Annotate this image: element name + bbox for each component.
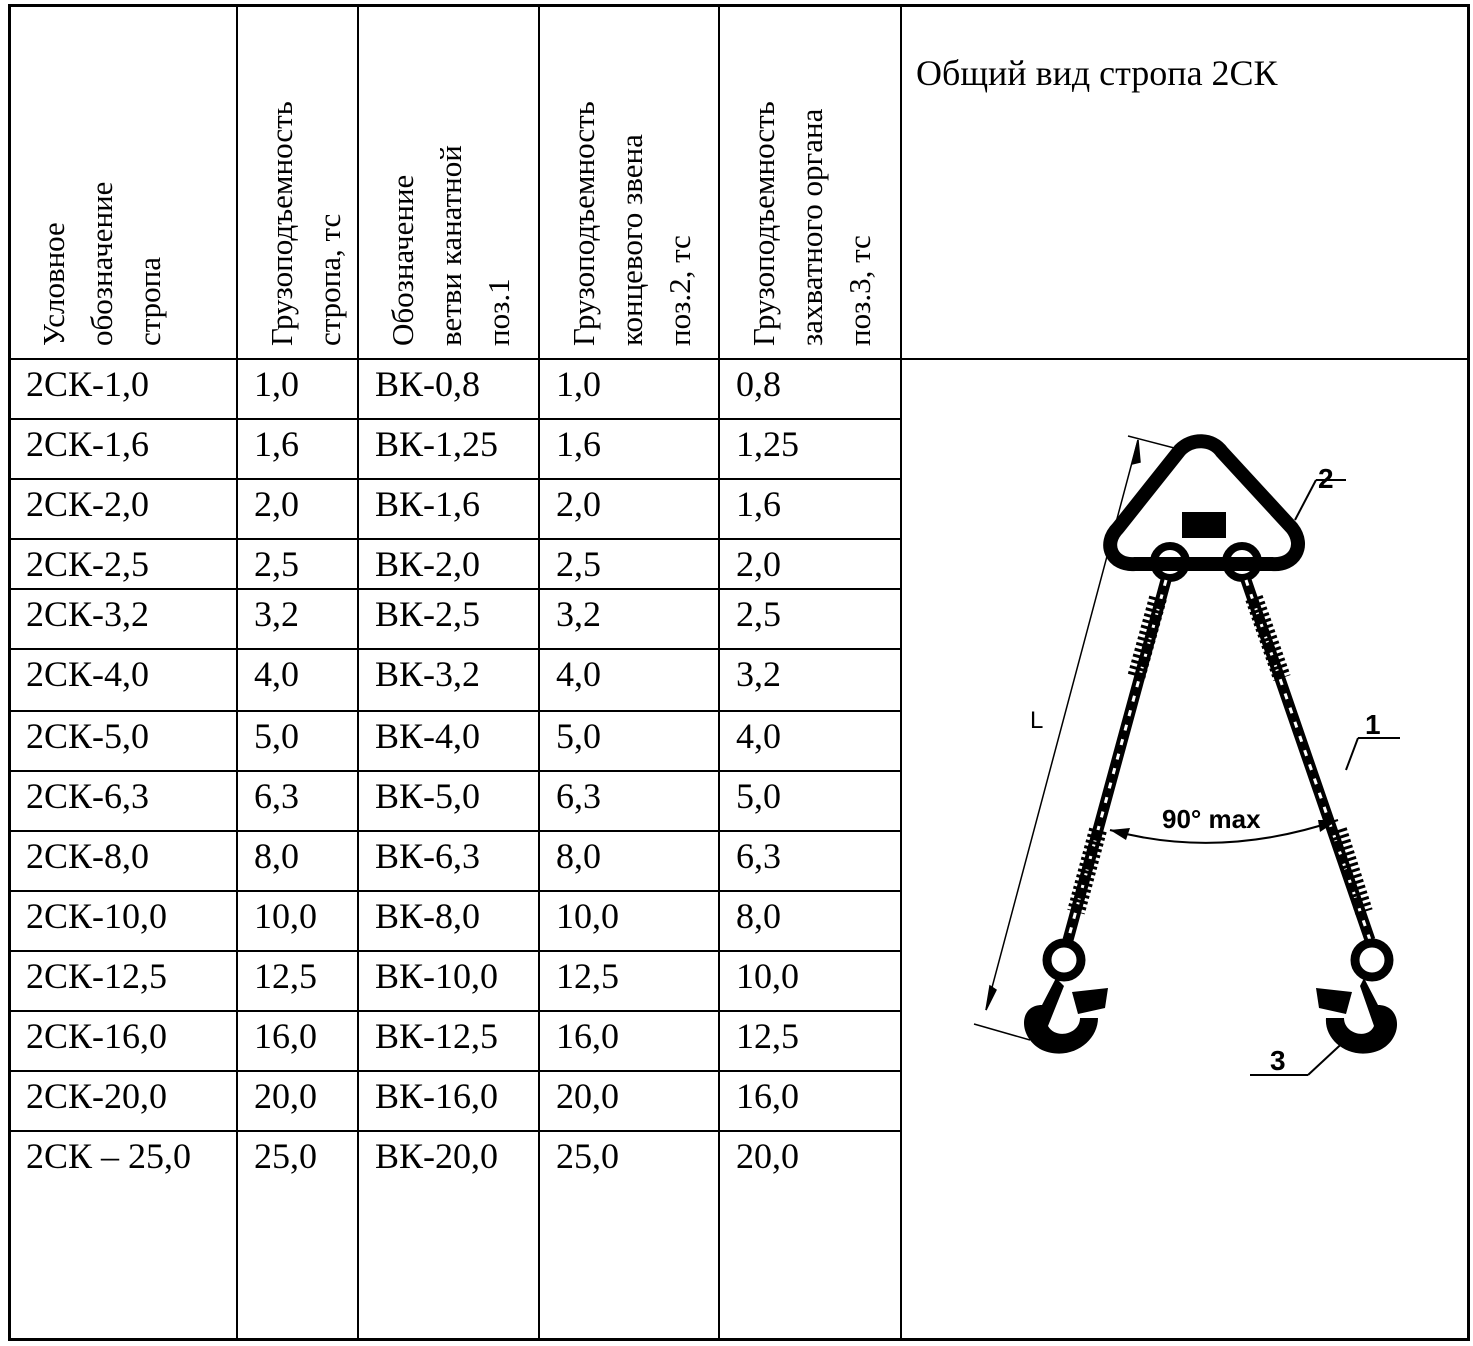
table-cell: 3,2: [736, 654, 781, 694]
table-cell: ВК-6,3: [375, 836, 481, 876]
table-cell: 16,0: [254, 1016, 317, 1056]
table-cell: 2СК-2,5: [26, 544, 150, 584]
table-cell: 8,0: [556, 836, 601, 876]
table-cell: 2СК – 25,0: [26, 1136, 192, 1176]
column-header-line: Грузоподъемность: [566, 101, 601, 346]
row-separator: [8, 770, 900, 772]
table-cell: 4,0: [556, 654, 601, 694]
table-cell: 1,6: [736, 484, 781, 524]
table-cell: 2,5: [556, 544, 601, 584]
table-cell: 5,0: [736, 776, 781, 816]
table-cell: ВК-2,0: [375, 544, 481, 584]
table-cell: ВК-10,0: [375, 956, 499, 996]
column-header-line: концевого звена: [614, 134, 649, 346]
row-separator: [8, 830, 900, 832]
table-cell: 3,2: [556, 594, 601, 634]
table-cell: 2СК-3,2: [26, 594, 150, 634]
table-border-top: [8, 4, 1470, 7]
column-header: [560, 101, 704, 346]
table-cell: 2СК-6,3: [26, 776, 150, 816]
table-cell: 6,3: [736, 836, 781, 876]
table-cell: 5,0: [254, 716, 299, 756]
column-header: [30, 182, 174, 346]
table-cell: 0,8: [736, 364, 781, 404]
callout-1: 1: [1365, 709, 1381, 740]
column-separator: [538, 4, 540, 1338]
row-separator: [8, 478, 900, 480]
table-cell: ВК-3,2: [375, 654, 481, 694]
row-separator: [8, 1070, 900, 1072]
sling-figure: [960, 420, 1450, 1115]
table-cell: 4,0: [736, 716, 781, 756]
table-cell: 6,3: [254, 776, 299, 816]
table-cell: 16,0: [736, 1076, 799, 1116]
column-header-line: стропа: [132, 256, 167, 346]
table-cell: 2СК-16,0: [26, 1016, 168, 1056]
table-cell: 16,0: [556, 1016, 619, 1056]
column-header-line: поз.3, тс: [842, 235, 877, 346]
table-cell: 20,0: [254, 1076, 317, 1116]
length-label: L: [1030, 707, 1044, 734]
column-header-line: поз.2, тс: [662, 235, 697, 346]
column-header-line: захватного органа: [794, 108, 829, 346]
row-separator: [8, 418, 900, 420]
column-header: [258, 101, 354, 346]
row-separator: [8, 710, 900, 712]
table-cell: 12,5: [736, 1016, 799, 1056]
table-cell: 2СК-12,5: [26, 956, 168, 996]
row-separator: [8, 588, 900, 590]
table-cell: 2,0: [736, 544, 781, 584]
hook-right: [1316, 943, 1397, 1054]
column-header-line: Обозначение: [385, 174, 420, 346]
row-separator: [8, 1010, 900, 1012]
column-separator: [900, 4, 902, 1338]
table-border-left: [8, 4, 11, 1338]
column-header-line: Грузоподъемность: [746, 101, 781, 346]
table-cell: ВК-12,5: [375, 1016, 499, 1056]
table-cell: 8,0: [736, 896, 781, 936]
table-cell: 10,0: [556, 896, 619, 936]
table-border-right: [1467, 4, 1470, 1338]
table-cell: ВК-1,25: [375, 424, 499, 464]
table-cell: 1,0: [556, 364, 601, 404]
row-separator: [8, 890, 900, 892]
table-cell: 4,0: [254, 654, 299, 694]
column-header: [740, 101, 884, 346]
table-border-bottom: [8, 1338, 1470, 1341]
table-cell: ВК-4,0: [375, 716, 481, 756]
table-cell: 3,2: [254, 594, 299, 634]
table-cell: 2,5: [254, 544, 299, 584]
callout-3: 3: [1270, 1045, 1286, 1076]
table-cell: 2,0: [254, 484, 299, 524]
table-cell: 2СК-2,0: [26, 484, 150, 524]
table-cell: 5,0: [556, 716, 601, 756]
column-header-line: стропа, тс: [312, 213, 347, 346]
table-cell: 6,3: [556, 776, 601, 816]
row-separator: [8, 538, 900, 540]
table-cell: ВК-0,8: [375, 364, 481, 404]
column-header-line: обозначение: [84, 181, 119, 346]
table-cell: 1,0: [254, 364, 299, 404]
column-header-line: ветви канатной: [433, 145, 468, 346]
table-cell: 25,0: [556, 1136, 619, 1176]
angle-label: 90° max: [1162, 804, 1261, 834]
row-separator: [8, 648, 900, 650]
column-header-line: Условное: [36, 222, 71, 346]
table-cell: 1,25: [736, 424, 799, 464]
column-separator: [236, 4, 238, 1338]
table-cell: 2СК-1,0: [26, 364, 150, 404]
table-cell: ВК-5,0: [375, 776, 481, 816]
table-cell: ВК-1,6: [375, 484, 481, 524]
table-cell: 2СК-5,0: [26, 716, 150, 756]
table-cell: 2СК-4,0: [26, 654, 150, 694]
column-separator: [357, 4, 359, 1338]
column-header-line: Грузоподъемность: [264, 101, 299, 346]
column-header: [379, 145, 523, 346]
table-cell: ВК-16,0: [375, 1076, 499, 1116]
table-cell: ВК-20,0: [375, 1136, 499, 1176]
hook-left: [1024, 943, 1108, 1054]
general-view-title: Общий вид стропа 2СК: [916, 53, 1278, 93]
table-cell: 1,6: [556, 424, 601, 464]
table-cell: 10,0: [736, 956, 799, 996]
table-cell: 20,0: [556, 1076, 619, 1116]
row-separator: [8, 950, 900, 952]
table-cell: 2СК-8,0: [26, 836, 150, 876]
table-cell: 12,5: [254, 956, 317, 996]
callout-2: 2: [1318, 463, 1334, 494]
table-cell: 2СК-20,0: [26, 1076, 168, 1116]
table-cell: 2СК-1,6: [26, 424, 150, 464]
header-separator: [8, 358, 1470, 360]
table-cell: 2,5: [736, 594, 781, 634]
table-cell: 25,0: [254, 1136, 317, 1176]
table-cell: 8,0: [254, 836, 299, 876]
column-separator: [718, 4, 720, 1338]
link-coupler: [1182, 512, 1226, 538]
table-cell: ВК-2,5: [375, 594, 481, 634]
table-cell: 2,0: [556, 484, 601, 524]
row-separator: [8, 1130, 900, 1132]
table-cell: 10,0: [254, 896, 317, 936]
sling-drawing: [960, 420, 1450, 1110]
table-cell: 1,6: [254, 424, 299, 464]
table-cell: 20,0: [736, 1136, 799, 1176]
table-cell: 2СК-10,0: [26, 896, 168, 936]
column-header-line: поз.1: [481, 278, 516, 346]
table-cell: 12,5: [556, 956, 619, 996]
table-cell: ВК-8,0: [375, 896, 481, 936]
